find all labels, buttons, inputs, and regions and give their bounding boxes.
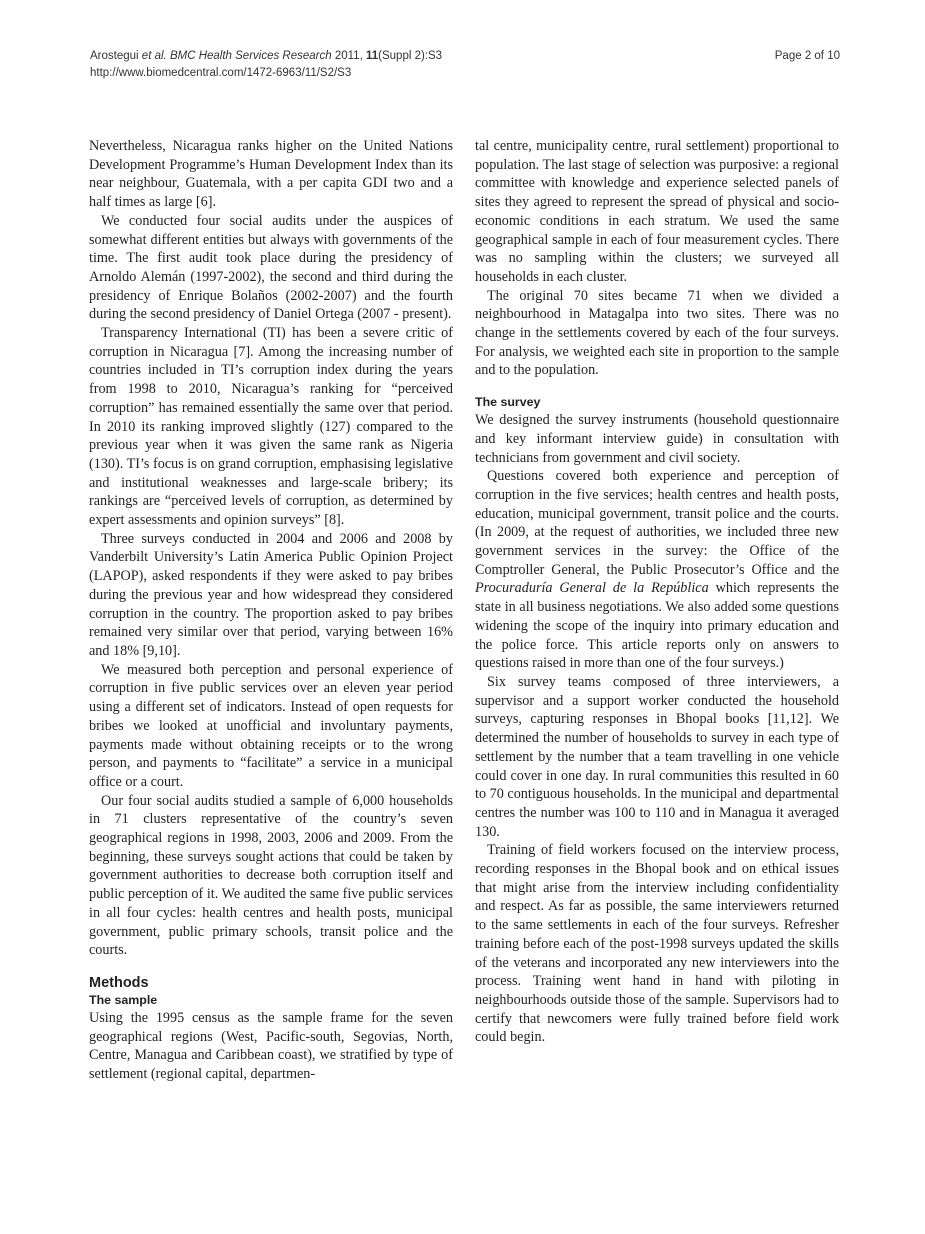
author: Arostegui xyxy=(90,50,139,62)
section-heading-methods: Methods xyxy=(89,974,149,991)
italic-term: Procuraduría General de la República xyxy=(475,580,709,597)
year: 2011, xyxy=(334,50,363,62)
paragraph: Training of field workers focused on the interview process, recording responses in the Bhopal book and on ethical issues that might arise from the interview including confidentiality and respect. As far as possible, the same interviewers returned to the same settlements in each of the four surveys. Refresher training before each of the post-1998 surveys updated the skills of the veterans and incorporated any new interviewers into the process. Training went hand in hand with piloting in neighbourhoods outside those of the sample. Supervisors had to certify that newcomers were fully trained before field work could begin. xyxy=(475,842,839,1046)
paragraph: Using the 1995 census as the sample frame for the seven geographical regions (West, Pacific-south, Segovias, North, Centre, Managua and Caribbean coast), we stratified by type of settlement (regional capital, departmen- xyxy=(89,1009,453,1083)
paragraph: Nevertheless, Nicaragua ranks higher on the United Nations Development Programme’s Human Development Index than its near neighbour, Guatemala, with a per capita GDI two and a half times as large [6]. xyxy=(89,138,453,211)
paragraph: Transparency International (TI) has been a severe critic of corruption in Nicaragua [7]. Among the increasing number of countries included in TI’s corruption index during the years from 1998 to 2010, Nicaragua’s ranking for “perceived corruption” has remained essentially the same over that period. In 2010 its ranking improved slightly (127) compared to the previous year when it was given the same rank as Nigeria (130). TI’s focus is on grand corruption, emphasising legislative and institutional weaknesses and large-scale bribery; its rankings are “perceived levels of corruption, as determined by expert assessments and opinion surveys” [8]. xyxy=(89,325,453,529)
right-column xyxy=(475,137,839,1047)
paragraph: We measured both perception and personal experience of corruption in five public services over an eleven year period using a different set of indicators. Instead of open requests for bribes we looked at unofficial and involuntary payments, payments made without obtaining receipts or to the wrong person, and payments to “facilitate” a service in a municipal office or a court. xyxy=(89,661,453,790)
paragraph: Six survey teams composed of three interviewers, a supervisor and a support worker conducted the household surveys, capturing responses in Bhopal books [11,12]. We determined the number of households to survey in each type of settlement by the number that a team travelling in one vehicle could cover in one day. In rural communities this resulted in 60 to 70 contiguous households. In the municipal and departmental centres the number was 100 to 110 and in Managua it averaged 130. xyxy=(475,673,839,840)
subsection-heading-sample: The sample xyxy=(89,992,158,1007)
issue: (Suppl 2):S3 xyxy=(378,50,443,62)
paragraph: Our four social audits studied a sample of 6,000 households in 71 clusters representative of the country’s seven geographical regions in 1998, 2003, 2006 and 2009. From the beginning, these surveys sought actions that could be taken by government authorities to decrease both corruption itself and public perception of it. We audited the same five public services in all four cycles: health centres and health posts, municipal government, public primary schools, transit police and the courts. xyxy=(89,792,453,959)
paragraph: The original 70 sites became 71 when we divided a neighbourhood in Matagalpa into two sites. There was no change in the settlements covered by each of the four surveys. For analysis, we weighted each site in proportion to the sample and to the population. xyxy=(475,287,839,379)
et-al: et al. xyxy=(141,50,167,62)
left-column xyxy=(89,137,453,1084)
volume: 11 xyxy=(365,50,379,62)
citation xyxy=(90,48,442,82)
paragraph: Three surveys conducted in 2004 and 2006 and 2008 by Vanderbilt University’s Latin America Public Opinion Project (LAPOP), asked respondents if they were asked to pay bribes during the previous year and how widespread they considered corruption in the country. The proportion asked to pay bribes remained very similar over that period, varying between 16% and 18% [9,10]. xyxy=(89,530,453,659)
paragraph: We designed the survey instruments (household questionnaire and key informant interview guide) in consultation with technicians from government and civil society. xyxy=(475,412,839,466)
journal-name: BMC Health Services Research xyxy=(169,50,332,62)
paragraph: tal centre, municipality centre, rural settlement) proportional to population. The last stage of selection was purposive: a regional committee with knowledge and experience selected panels of sites they agreed to represent the spread of physical and socio-economic conditions in each stratum. We used the same geographical sample in each of four measurement cycles. There was no sampling within the clusters; we surveyed all households in each cluster. xyxy=(475,138,839,285)
page-number: Page 2 of 10 xyxy=(774,50,840,62)
paragraph: We conducted four social audits under the auspices of somewhat different entities but always with governments of the time. The first audit took place during the presidency of Arnoldo Alemán (1997-2002), the second and third during the presidency of Enrique Bolaños (2002-2007) and the fourth during the second presidency of Daniel Ortega (2007 - present). xyxy=(89,212,453,323)
paragraph xyxy=(475,467,839,673)
article-url[interactable]: http://www.biomedcentral.com/1472-6963/11/S2/S3 xyxy=(90,67,352,79)
paragraph-text: which represents the state in all business negotiations. We also added some questions widening the scope of the inquiry into primary education and the police force. This article reports only on answers to questions raised in more than one of the four surveys.) xyxy=(475,580,839,672)
subsection-heading-survey: The survey xyxy=(475,395,541,410)
citation-line xyxy=(90,48,442,65)
paragraph-text: Questions covered both experience and perception of corruption in the five services; health centres and health posts, education, municipal government, transit police and the courts. (In 2009, at the request of authorities, we included three new government services in the survey: the Office of the Comptroller General, the Public Prosecutor’s Office and the xyxy=(475,468,839,578)
